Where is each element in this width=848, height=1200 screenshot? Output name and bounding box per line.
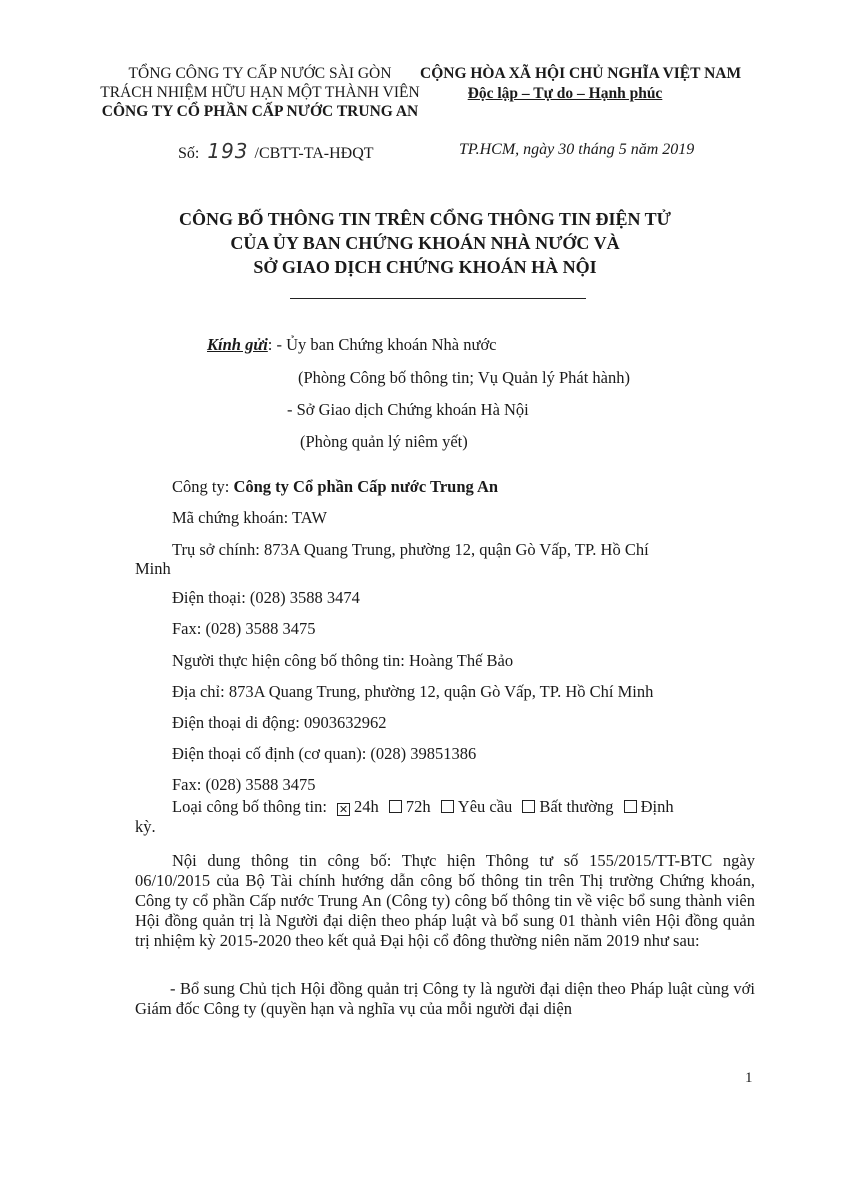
checkbox-periodic-icon xyxy=(624,800,637,813)
option-request: Yêu cầu xyxy=(457,797,513,816)
recipients-label: Kính gửi xyxy=(207,335,268,354)
recipients-first-line xyxy=(207,335,497,355)
reference-code: /CBTT-TA-HĐQT xyxy=(254,145,374,162)
title-line-1: CÔNG BỐ THÔNG TIN TRÊN CỔNG THÔNG TIN ĐIỆN TỬ xyxy=(179,209,671,229)
disclosure-type-label: Loại công bố thông tin: xyxy=(172,797,327,816)
option-72h: 72h xyxy=(405,797,431,816)
nation-line-2: Độc lập – Tự do – Hạnh phúc xyxy=(467,85,663,102)
fax-2: Fax: (028) 3588 3475 xyxy=(172,775,316,794)
national-header xyxy=(420,64,742,104)
document-title xyxy=(130,207,720,279)
handwritten-number: 193 xyxy=(207,139,249,163)
landline-phone: Điện thoại cố định (cơ quan): (028) 39851386 xyxy=(172,744,477,763)
headquarters-line-1: Trụ sở chính: 873A Quang Trung, phường 12, quận Gò Vấp, TP. Hồ Chí xyxy=(172,540,649,559)
option-periodic: Định xyxy=(640,797,674,816)
so-label: Số: xyxy=(178,145,200,162)
recipient-1: - Ủy ban Chứng khoán Nhà nước xyxy=(276,335,497,354)
phone: Điện thoại: (028) 3588 3474 xyxy=(172,588,360,607)
page-number: 1 xyxy=(745,1070,753,1086)
company-name: Công ty Cổ phần Cấp nước Trung An xyxy=(233,477,499,496)
recipient-2-sub: (Phòng quản lý niêm yết) xyxy=(300,432,468,451)
org-line-1: TỔNG CÔNG TY CẤP NƯỚC SÀI GÒN xyxy=(128,65,392,82)
disclosure-type xyxy=(172,797,674,817)
title-line-3: SỞ GIAO DỊCH CHỨNG KHOÁN HÀ NỘI xyxy=(253,257,597,277)
reference-number xyxy=(178,139,374,163)
recipient-2: - Sở Giao dịch Chứng khoán Hà Nội xyxy=(287,400,529,419)
fax: Fax: (028) 3588 3475 xyxy=(172,619,316,638)
recipient-1-sub: (Phòng Công bố thông tin; Vụ Quản lý Phát hành) xyxy=(298,368,630,387)
headquarters-line-2: Minh xyxy=(135,559,171,578)
title-divider xyxy=(290,298,586,299)
recipients-colon: : xyxy=(267,335,273,354)
option-24h: 24h xyxy=(354,797,379,816)
document-date: TP.HCM, ngày 30 tháng 5 năm 2019 xyxy=(459,141,695,158)
disclosure-type-wrap: kỳ. xyxy=(135,817,156,836)
content-paragraph-1: Nội dung thông tin công bố: Thực hiện Thông tư số 155/2015/TT-BTC ngày 06/10/2015 của Bộ Tài chính hướng dẫn công bố thông tin trên Thị trường Chứng khoán, Công ty cổ phần Cấp nước Trung An (Công ty) công bố thông tin về việc bổ sung thành viên Hội đồng quản trị là Người đại diện theo pháp luật và bổ sung 01 thành viên Hội đồng quản trị nhiệm kỳ 2015-2020 theo kết quả Đại hội cổ đông thường niên năm 2019 như sau: xyxy=(135,851,755,950)
checkbox-72h-icon xyxy=(389,800,402,813)
title-line-2: CỦA ỦY BAN CHỨNG KHOÁN NHÀ NƯỚC VÀ xyxy=(230,233,620,253)
org-line-3: CÔNG TY CỔ PHẦN CẤP NƯỚC TRUNG AN xyxy=(101,103,419,120)
ticker: Mã chứng khoán: TAW xyxy=(172,508,327,527)
option-irregular: Bất thường xyxy=(539,797,614,816)
mobile-phone: Điện thoại di động: 0903632962 xyxy=(172,713,387,732)
address: Địa chỉ: 873A Quang Trung, phường 12, quận Gò Vấp, TP. Hồ Chí Minh xyxy=(172,682,654,701)
organization-header xyxy=(90,64,430,121)
nation-line-1: CỘNG HÒA XÃ HỘI CHỦ NGHĨA VIỆT NAM xyxy=(420,65,742,82)
checkbox-irregular-icon xyxy=(522,800,535,813)
checkbox-24h-icon: ✕ xyxy=(338,803,349,816)
org-line-2: TRÁCH NHIỆM HỮU HẠN MỘT THÀNH VIÊN xyxy=(100,84,420,101)
discloser: Người thực hiện công bố thông tin: Hoàng Thế Bảo xyxy=(172,651,514,670)
checkbox-request-icon xyxy=(441,800,454,813)
content-paragraph-2: - Bổ sung Chủ tịch Hội đồng quản trị Công ty là người đại diện theo Pháp luật cùng với Giám đốc Công ty (quyền hạn và nghĩa vụ của mỗi người đại diện xyxy=(135,979,755,1018)
company-line xyxy=(172,477,498,497)
company-label: Công ty: xyxy=(172,477,230,496)
